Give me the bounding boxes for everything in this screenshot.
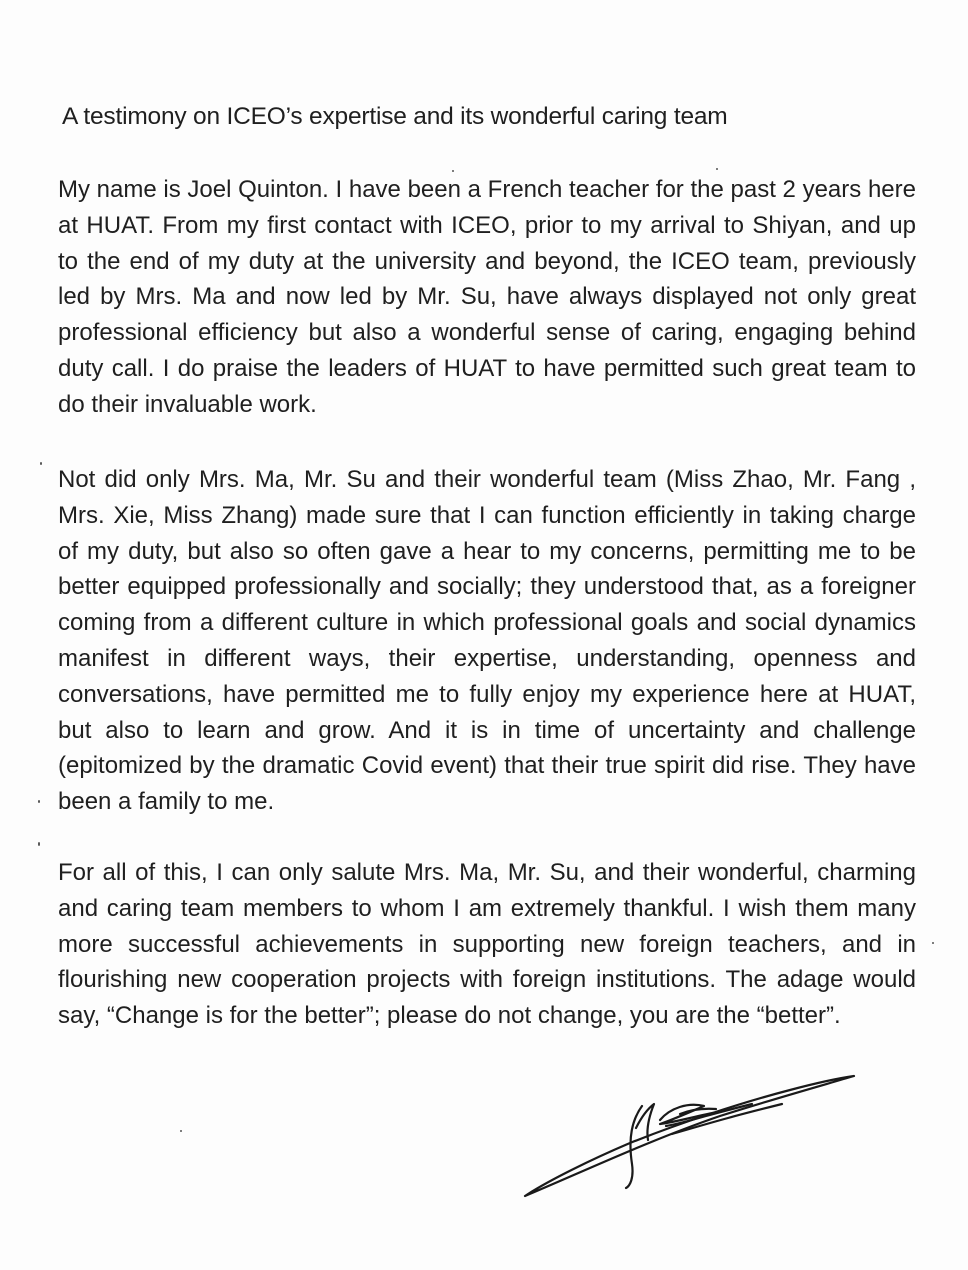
scan-speck xyxy=(180,1130,182,1132)
scan-speck xyxy=(716,168,718,170)
paragraph-introduction: My name is Joel Quinton. I have been a French teacher for the past 2 years here at HUAT. From my first contact with ICEO, prior to my arrival to Shiyan, and up to the end of my duty at the university and beyond, the ICEO team, previously led by Mrs. Ma and now led by Mr. Su, have always displayed not only great professional efficiency but also a wonderful sense of caring, engaging behind duty call. I do praise the leaders of HUAT to have permitted such great team to do their invaluable work. xyxy=(58,176,916,418)
document-title: A testimony on ICEO’s expertise and its wonderful caring team xyxy=(62,103,728,130)
scan-speck xyxy=(38,800,40,803)
scan-speck xyxy=(932,942,934,944)
paragraph-team-support: Not did only Mrs. Ma, Mr. Su and their wonderful team (Miss Zhao, Mr. Fang , Mrs. Xie, Miss Zhang) made sure that I can function efficiently in taking charge of my duty, but also so often gave a hear to my concerns, permitting me to be better equipped professionally and socially; they understood that, as a foreigner coming from a different culture in which professional goals and social dynamics manifest in different ways, their expertise, understanding, openness and conversations, have permitted me to fully enjoy my experience here at HUAT, but also to learn and grow. And it is in time of uncertainty and challenge (epitomized by the dramatic Covid event) that their true spirit did rise. They have been a family to me. xyxy=(58,466,916,816)
scan-speck xyxy=(40,462,42,465)
scan-speck xyxy=(452,170,454,172)
paragraph-closing: For all of this, I can only salute Mrs. Ma, Mr. Su, and their wonderful, charming and caring team members to whom I am extremely thankful. I wish them many more successful achievements in supporting new foreign teachers, and in flourishing new cooperation projects with foreign institutions. The adage would say, “Change is for the better”; please do not change, you are the “better”. xyxy=(58,859,916,1030)
handwritten-signature xyxy=(520,1068,860,1208)
scan-speck xyxy=(38,842,40,846)
